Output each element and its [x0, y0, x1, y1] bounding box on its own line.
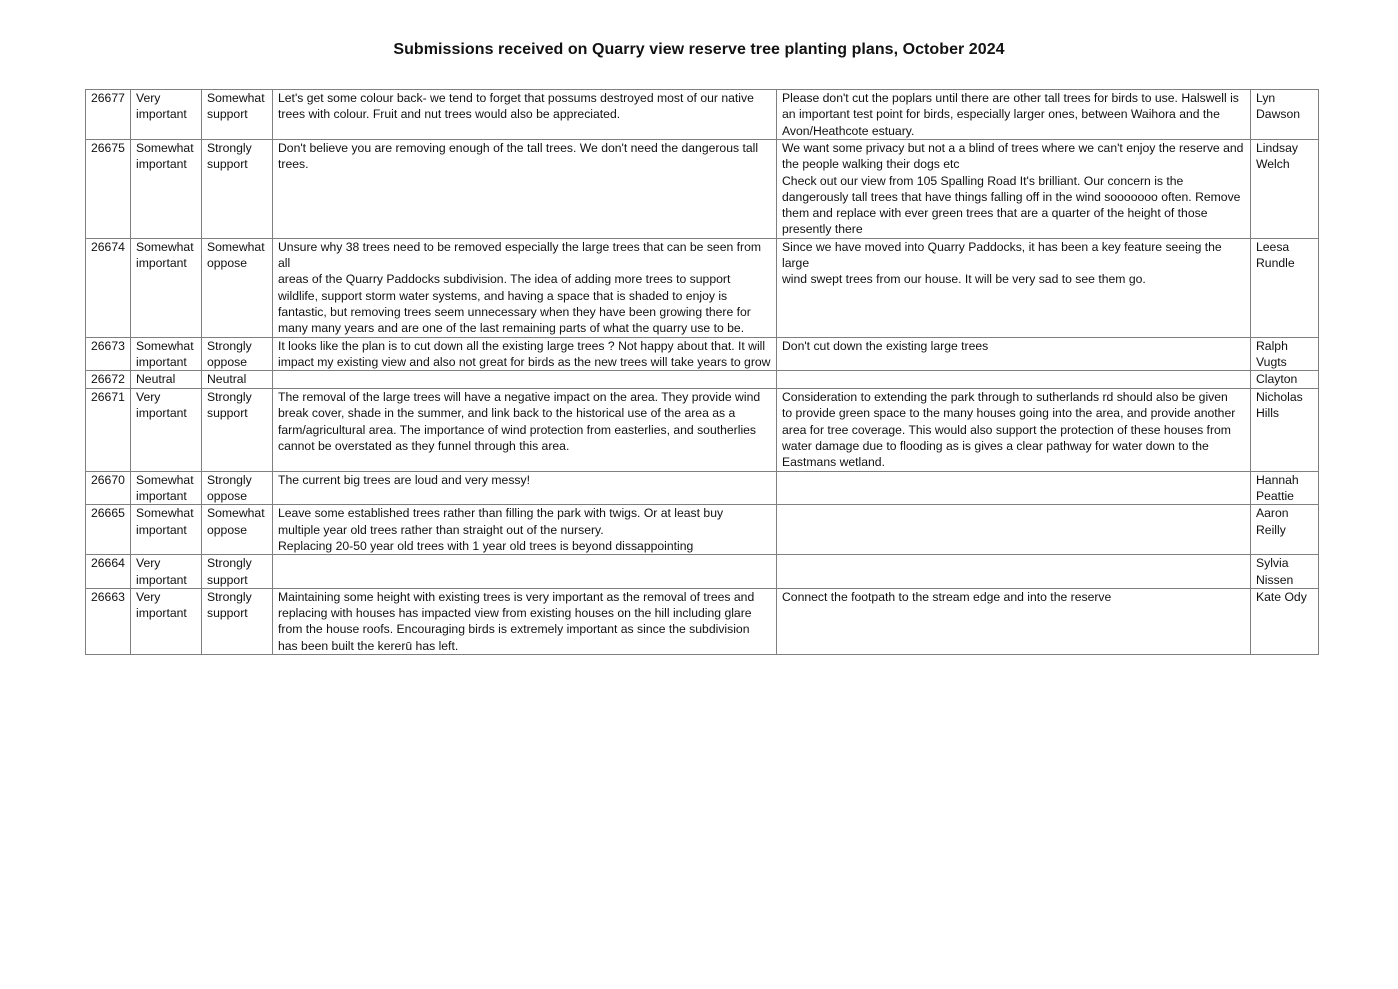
importance-cell: Neutral: [131, 371, 202, 389]
comment-cell: Maintaining some height with existing trees is very important as the removal of trees and replacing with houses has impacted view from existing houses on the hill including glare from the house roofs. Encouraging birds is extremely important as since the subdivision has been built the kererū has left.: [273, 588, 777, 654]
comment-cell: Let's get some colour back- we tend to forget that possums destroyed most of our native trees with colour. Fruit and nut trees would also be appreciated.: [273, 90, 777, 140]
comment-cell: Don't believe you are removing enough of the tall trees. We don't need the dangerous tall trees.: [273, 140, 777, 239]
table-row: [86, 337, 1319, 371]
support-cell: Somewhat support: [202, 90, 273, 140]
submission-id-cell: 26665: [86, 505, 131, 555]
submission-id-cell: 26675: [86, 140, 131, 239]
submitter-name-cell: Aaron Reilly: [1251, 505, 1319, 555]
submission-id-cell: 26664: [86, 555, 131, 589]
submission-id-cell: 26673: [86, 337, 131, 371]
submitter-name-cell: Lindsay Welch: [1251, 140, 1319, 239]
other-comment-cell: Connect the footpath to the stream edge and into the reserve: [777, 588, 1251, 654]
other-comment-cell: [777, 555, 1251, 589]
comment-cell: [273, 555, 777, 589]
submitter-name-cell: Leesa Rundle: [1251, 238, 1319, 337]
submitter-name-cell: Clayton: [1251, 371, 1319, 389]
other-comment-cell: [777, 505, 1251, 555]
importance-cell: Somewhat important: [131, 238, 202, 337]
importance-cell: Very important: [131, 555, 202, 589]
other-comment-cell: We want some privacy but not a a blind of trees where we can't enjoy the reserve and the people walking their dogs etc Check out our view from 105 Spalling Road It's brilliant. Our concern is the dangerously tall trees that have things falling off in the wind sooooooo often. Remove them and replace with ever green trees that are a quarter of the height of those presently there: [777, 140, 1251, 239]
other-comment-cell: Consideration to extending the park through to sutherlands rd should also be given to provide green space to the many houses going into the area, and provide another area for tree coverage. This would also support the protection of these houses from water damage due to flooding as is gives a clear pathway for water down to the Eastmans wetland.: [777, 389, 1251, 471]
support-cell: Somewhat oppose: [202, 505, 273, 555]
comment-cell: Unsure why 38 trees need to be removed especially the large trees that can be seen from all areas of the Quarry Paddocks subdivision. The idea of adding more trees to support wildlife, support storm water systems, and having a space that is shaded to enjoy is fantastic, but removing trees seem unnecessary when they have been growing there for many many years and are one of the last remaining parts of what the quarry use to be.: [273, 238, 777, 337]
importance-cell: Very important: [131, 90, 202, 140]
importance-cell: Somewhat important: [131, 140, 202, 239]
other-comment-cell: Don't cut down the existing large trees: [777, 337, 1251, 371]
support-cell: Strongly oppose: [202, 337, 273, 371]
table-row: [86, 140, 1319, 239]
table-row: [86, 588, 1319, 654]
other-comment-cell: Since we have moved into Quarry Paddocks, it has been a key feature seeing the large wind swept trees from our house. It will be very sad to see them go.: [777, 238, 1251, 337]
support-cell: Strongly support: [202, 140, 273, 239]
submitter-name-cell: Sylvia Nissen: [1251, 555, 1319, 589]
support-cell: Strongly oppose: [202, 471, 273, 505]
comment-cell: Leave some established trees rather than filling the park with twigs. Or at least buy multiple year old trees rather than straight out of the nursery. Replacing 20-50 year old trees with 1 year old trees is beyond dissappointing: [273, 505, 777, 555]
support-cell: Neutral: [202, 371, 273, 389]
table-row: [86, 90, 1319, 140]
submitter-name-cell: Ralph Vugts: [1251, 337, 1319, 371]
submission-id-cell: 26670: [86, 471, 131, 505]
comment-cell: The current big trees are loud and very messy!: [273, 471, 777, 505]
importance-cell: Somewhat important: [131, 337, 202, 371]
other-comment-cell: Please don't cut the poplars until there are other tall trees for birds to use. Halswell is an important test point for birds, especially larger ones, between Waihora and the Avon/Heathcote estuary.: [777, 90, 1251, 140]
submission-id-cell: 26671: [86, 389, 131, 471]
table-row: [86, 471, 1319, 505]
table-row: [86, 555, 1319, 589]
importance-cell: Very important: [131, 588, 202, 654]
support-cell: Strongly support: [202, 389, 273, 471]
table-row: [86, 371, 1319, 389]
document-title: Submissions received on Quarry view reserve tree planting plans, October 2024: [393, 41, 1005, 58]
submission-id-cell: 26674: [86, 238, 131, 337]
support-cell: Strongly support: [202, 588, 273, 654]
support-cell: Strongly support: [202, 555, 273, 589]
submission-id-cell: 26672: [86, 371, 131, 389]
table-row: [86, 238, 1319, 337]
support-cell: Somewhat oppose: [202, 238, 273, 337]
table-row: [86, 505, 1319, 555]
submissions-table: [85, 89, 1319, 655]
table-row: [86, 389, 1319, 471]
submission-id-cell: 26677: [86, 90, 131, 140]
importance-cell: Very important: [131, 389, 202, 471]
submitter-name-cell: Hannah Peattie: [1251, 471, 1319, 505]
comment-cell: The removal of the large trees will have a negative impact on the area. They provide wind break cover, shade in the summer, and link back to the historical use of the area as a farm/agricultural area. The importance of wind protection from easterlies, and southerlies cannot be overstated as they funnel through this area.: [273, 389, 777, 471]
submission-id-cell: 26663: [86, 588, 131, 654]
other-comment-cell: [777, 471, 1251, 505]
submitter-name-cell: Nicholas Hills: [1251, 389, 1319, 471]
importance-cell: Somewhat important: [131, 471, 202, 505]
comment-cell: It looks like the plan is to cut down all the existing large trees ? Not happy about that. It will impact my existing view and also not great for birds as the new trees will take years to grow: [273, 337, 777, 371]
submitter-name-cell: Lyn Dawson: [1251, 90, 1319, 140]
submitter-name-cell: Kate Ody: [1251, 588, 1319, 654]
importance-cell: Somewhat important: [131, 505, 202, 555]
other-comment-cell: [777, 371, 1251, 389]
comment-cell: [273, 371, 777, 389]
